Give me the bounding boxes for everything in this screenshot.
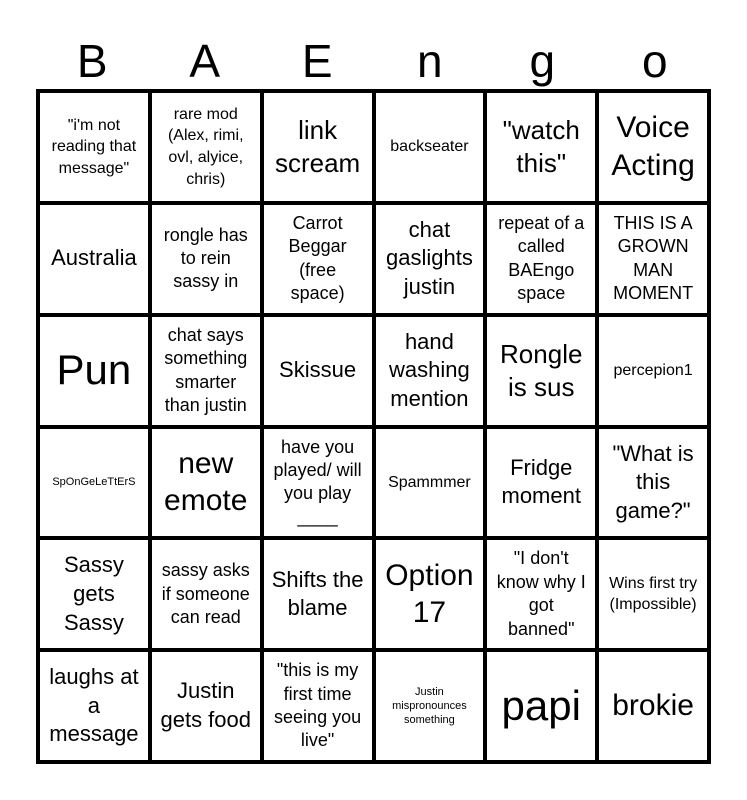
bingo-cell[interactable]: "What is this game?" <box>599 429 707 537</box>
bingo-cell[interactable]: Voice Acting <box>599 93 707 201</box>
bingo-cell[interactable]: THIS IS A GROWN MAN MOMENT <box>599 205 707 313</box>
bingo-cell[interactable]: percepion1 <box>599 317 707 425</box>
bingo-cell[interactable]: Justin gets food <box>152 652 260 760</box>
bingo-cell[interactable]: SpOnGeLeTtErS <box>40 429 148 537</box>
bingo-cell[interactable]: "i'm not reading that message" <box>40 93 148 201</box>
bingo-cell[interactable]: Spammmer <box>376 429 484 537</box>
bingo-cell[interactable]: rare mod (Alex, rimi, ovl, alyice, chris) <box>152 93 260 201</box>
bingo-cell[interactable]: Wins first try (Impossible) <box>599 540 707 648</box>
bingo-cell[interactable]: repeat of a called BAEngo space <box>487 205 595 313</box>
header-letter-4: n <box>416 35 443 87</box>
bingo-cell[interactable]: new emote <box>152 429 260 537</box>
bingo-cell[interactable]: hand washing mention <box>376 317 484 425</box>
header-letter-3: E <box>301 35 333 87</box>
bingo-cell[interactable]: Option 17 <box>376 540 484 648</box>
header-letter-5: g <box>529 35 556 87</box>
bingo-header <box>36 36 711 90</box>
bingo-cell[interactable]: Pun <box>40 317 148 425</box>
bingo-cell[interactable]: Shifts the blame <box>264 540 372 648</box>
bingo-cell[interactable]: Australia <box>40 205 148 313</box>
bingo-cell[interactable]: "I don't know why I got banned" <box>487 540 595 648</box>
bingo-cell[interactable]: backseater <box>376 93 484 201</box>
bingo-cell[interactable]: chat gaslights justin <box>376 205 484 313</box>
header-letter-1: B <box>76 35 108 87</box>
bingo-cell[interactable]: have you played/ will you play ____ <box>264 429 372 537</box>
bingo-cell[interactable]: Justin mispronounces something <box>376 652 484 760</box>
bingo-cell[interactable]: Rongle is sus <box>487 317 595 425</box>
bingo-cell[interactable]: chat says something smarter than justin <box>152 317 260 425</box>
header-letter-6: o <box>641 35 668 87</box>
header-letter-2: A <box>189 35 221 87</box>
bingo-cell[interactable]: rongle has to rein sassy in <box>152 205 260 313</box>
bingo-cell[interactable]: brokie <box>599 652 707 760</box>
bingo-cell[interactable]: Sassy gets Sassy <box>40 540 148 648</box>
bingo-cell[interactable]: Fridge moment <box>487 429 595 537</box>
bingo-cell[interactable]: Carrot Beggar (free space) <box>264 205 372 313</box>
bingo-cell[interactable]: "this is my first time seeing you live" <box>264 652 372 760</box>
bingo-cell[interactable]: link scream <box>264 93 372 201</box>
bingo-cell[interactable]: Skissue <box>264 317 372 425</box>
bingo-cell[interactable]: sassy asks if someone can read <box>152 540 260 648</box>
bingo-cell[interactable]: papi <box>487 652 595 760</box>
bingo-cell[interactable]: "watch this" <box>487 93 595 201</box>
bingo-cell[interactable]: laughs at a message <box>40 652 148 760</box>
bingo-board <box>36 89 711 764</box>
